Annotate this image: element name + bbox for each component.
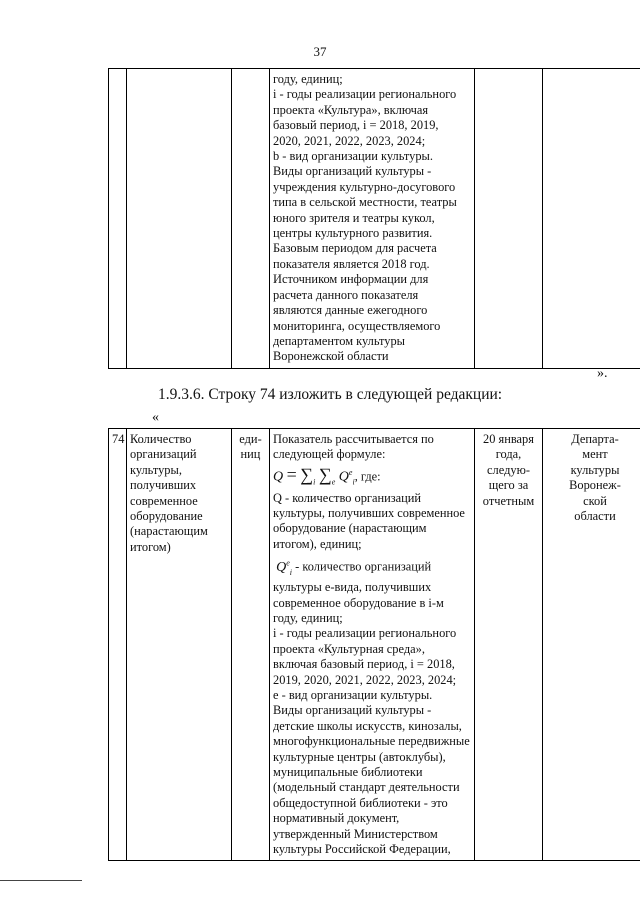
method-line: учреждения культурно-досугового: [273, 179, 456, 194]
method-line: Q - количество организаций: [273, 490, 422, 505]
indicator-table-row-74: [108, 428, 640, 861]
name-line: современное: [130, 493, 198, 508]
deadline-line: следую-: [487, 462, 530, 477]
formula-term-sup: e: [348, 467, 353, 477]
method-line: расчета данного показателя: [273, 287, 419, 302]
method-line: проекта «Культура», включая: [273, 102, 429, 117]
method-line: центры культурного развития.: [273, 226, 433, 241]
responsible-cell: [543, 69, 640, 369]
method-line: общедоступной библиотеки - это: [273, 795, 448, 810]
method-line: b - вид организации культуры.: [273, 149, 433, 164]
method-line: департаментом культуры: [273, 333, 405, 348]
row-number-cell: [109, 69, 127, 369]
method-line: следующей формуле:: [273, 447, 386, 462]
sum-index-i: i: [313, 477, 316, 487]
sum-symbol: ∑: [300, 464, 314, 485]
method-line: (модельный стандарт деятельности: [273, 780, 460, 795]
method-line: базовый период, i = 2018, 2019,: [273, 118, 439, 133]
method-line: показателя является 2018 год.: [273, 256, 430, 271]
deadline-line: отчетным: [482, 493, 535, 508]
method-line: 2019, 2020, 2021, 2022, 2023, 2024;: [273, 672, 457, 687]
formula-lhs: Q: [273, 469, 284, 485]
opening-quote: «: [152, 410, 159, 425]
method-line: Виды организаций культуры -: [273, 703, 432, 718]
formula-suffix: , где:: [354, 469, 381, 484]
responsible-line: Департа-: [571, 432, 619, 446]
method-line: i - годы реализации регионального: [273, 87, 457, 102]
row-number-cell: [109, 429, 127, 861]
deadline-line: щего за: [488, 478, 529, 493]
name-line: оборудование: [130, 509, 203, 524]
method-cell: [270, 429, 475, 861]
method-cell: [270, 69, 475, 369]
method-line: мониторинга, осуществляемого: [273, 318, 441, 333]
deadline-line: 20 января: [483, 432, 534, 446]
closing-quote: ».: [597, 366, 608, 381]
method-line: Показатель рассчитывается по: [273, 432, 434, 446]
qie-symbol: [276, 560, 292, 575]
method-line: типа в сельской местности, театры: [273, 195, 457, 210]
method-line: году, единиц;: [273, 610, 343, 625]
method-line: культуры e-вида, получивших: [273, 580, 432, 595]
method-line: культуры, получивших современное: [273, 506, 465, 521]
footer-divider: [0, 880, 82, 881]
method-line: культуры Российской Федерации,: [273, 842, 451, 857]
qie-description: - количество организаций: [292, 559, 432, 574]
amendment-instruction: 1.9.3.6. Строку 74 изложить в следующей редакции:: [158, 386, 503, 403]
method-line: Виды организаций культуры -: [273, 164, 432, 179]
indicator-table-continuation: [108, 68, 640, 369]
method-line: детские школы искусств, кинозалы,: [273, 718, 462, 733]
method-line: оборудование (нарастающим: [273, 521, 427, 536]
name-cell: [127, 69, 232, 369]
name-line: организаций: [130, 447, 197, 462]
formula: [273, 463, 471, 491]
table-row: [109, 429, 640, 861]
method-line: Базовым периодом для расчета: [273, 241, 437, 256]
method-line: муниципальные библиотеки: [273, 765, 423, 780]
qie-base: Q: [276, 559, 287, 575]
name-line: культуры,: [130, 462, 182, 477]
formula-term-sub: i: [352, 477, 355, 487]
deadline-line: года,: [495, 447, 522, 462]
formula-equals: =: [286, 464, 297, 485]
responsible-line: культуры: [570, 462, 620, 477]
responsible-line: ской: [583, 493, 607, 508]
qie-sup: e: [286, 558, 290, 568]
sum-index-e: e: [331, 477, 336, 487]
responsible-cell: [543, 429, 640, 861]
unit-cell: [232, 429, 270, 861]
method-line: Источником информации для: [273, 272, 429, 287]
responsible-line: мент: [582, 447, 608, 462]
method-line: e - вид организации культуры.: [273, 688, 433, 702]
method-line: году, единиц;: [273, 72, 343, 86]
method-line: юного зрителя и театры кукол,: [273, 210, 435, 225]
sum-symbol: ∑: [318, 464, 332, 485]
method-line: утвержденный Министерством: [273, 826, 438, 841]
deadline-cell: [475, 429, 543, 861]
unit-line: ниц: [240, 447, 261, 462]
responsible-line: области: [574, 509, 616, 524]
row-number: 74: [112, 432, 125, 446]
method-line: культурные центры (автоклубы),: [273, 749, 446, 764]
name-line: получивших: [130, 478, 197, 493]
formula-term: Q: [338, 469, 349, 485]
method-line: проекта «Культурная среда»,: [273, 641, 425, 656]
table-row: [109, 69, 640, 369]
method-line: итогом), единиц;: [273, 536, 362, 551]
name-cell: [127, 429, 232, 861]
method-line: многофункциональные передвижные: [273, 734, 470, 749]
unit-line: еди-: [239, 432, 262, 446]
method-line: 2020, 2021, 2022, 2023, 2024;: [273, 133, 426, 148]
name-line: Количество: [130, 432, 192, 446]
unit-cell: [232, 69, 270, 369]
method-line: современное оборудование в i-м: [273, 595, 444, 610]
name-line: итогом): [130, 539, 171, 554]
method-line: i - годы реализации регионального: [273, 626, 457, 641]
page-number: 37: [313, 44, 327, 59]
name-line: (нарастающим: [130, 524, 208, 539]
responsible-line: Воронеж-: [569, 478, 621, 493]
method-line: [273, 555, 471, 580]
method-line: Воронежской области: [273, 349, 389, 364]
method-line: включая базовый период, i = 2018,: [273, 657, 455, 672]
method-line: нормативный документ,: [273, 811, 400, 826]
deadline-cell: [475, 69, 543, 369]
method-line: являются данные ежегодного: [273, 303, 428, 318]
qie-sub: i: [289, 567, 293, 577]
